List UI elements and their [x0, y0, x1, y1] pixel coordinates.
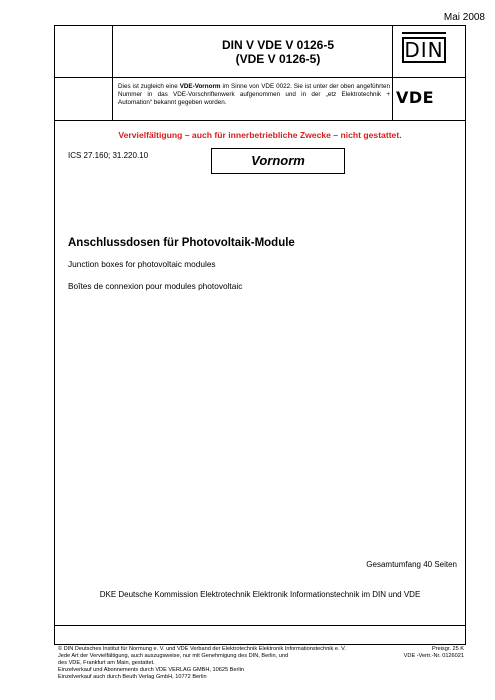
title-french: Boîtes de connexion pour modules photovoltaic — [68, 281, 243, 291]
total-pages: Gesamtumfang 40 Seiten — [366, 560, 457, 569]
vde-notice — [118, 83, 390, 107]
footer-copyright — [58, 646, 388, 681]
title-english: Junction boxes for photovoltaic modules — [68, 259, 216, 269]
standard-number-alt: (VDE V 0126-5) — [235, 52, 321, 66]
title-german: Anschlussdosen für Photovoltaik-Module — [68, 237, 295, 249]
publication-date: Mai 2008 — [443, 12, 485, 23]
notice-bold: VDE-Vornorm — [179, 83, 221, 90]
footer-line: Einzelverkauf und Abonnements durch VDE VERLAG GMBH, 10625 Berlin — [58, 667, 244, 673]
status-badge: Vornorm — [211, 148, 345, 174]
footer-line: Jede Art der Vervielfältigung, auch auszugsweise, nur mit Genehmigung des DIN, Berlin, und — [58, 653, 289, 659]
standard-number-block — [166, 38, 390, 66]
notice-pre: Dies ist zugleich eine — [118, 83, 180, 90]
din-logo: DIN — [402, 37, 446, 63]
cover-frame — [54, 25, 466, 645]
footer-line: des VDE, Frankfurt am Main, gestattet. — [58, 660, 155, 666]
divider — [392, 25, 393, 120]
footer-price — [394, 646, 464, 660]
divider — [54, 77, 466, 78]
ics-code: ICS 27.160; 31.220.10 — [68, 151, 149, 160]
divider — [54, 120, 466, 121]
committee: DKE Deutsche Kommission Elektrotechnik Elektronik Informationstechnik im DIN und VDE — [99, 590, 421, 599]
divider — [54, 625, 466, 626]
notice-post: im Sinne von VDE 0022. Sie ist unter der oben angeführten Nummer in das VDE-Vorschriftenwerk aufgenommen und in der „etz Elektrotechnik + Automation“ bekannt gegeben worden. — [118, 83, 390, 106]
footer-line: © DIN Deutsches Institut für Normung e. V. und VDE Verband der Elektrotechnik Elektronik Informationstechnik e. V. — [58, 646, 346, 652]
footer-line: Einzelverkauf auch durch Beuth Verlag GmbH, 10772 Berlin — [58, 674, 207, 680]
divider — [112, 25, 113, 120]
price-group: Preisgr. 25 K — [431, 646, 464, 652]
copy-warning: Vervielfältigung – auch für innerbetriebliche Zwecke – nicht gestattet. — [118, 130, 402, 140]
standard-number: DIN V VDE V 0126-5 — [221, 38, 335, 52]
vde-logo: VDE — [396, 88, 435, 107]
vde-order-number: VDE -Vertr.-Nr. 0126021 — [403, 653, 464, 659]
